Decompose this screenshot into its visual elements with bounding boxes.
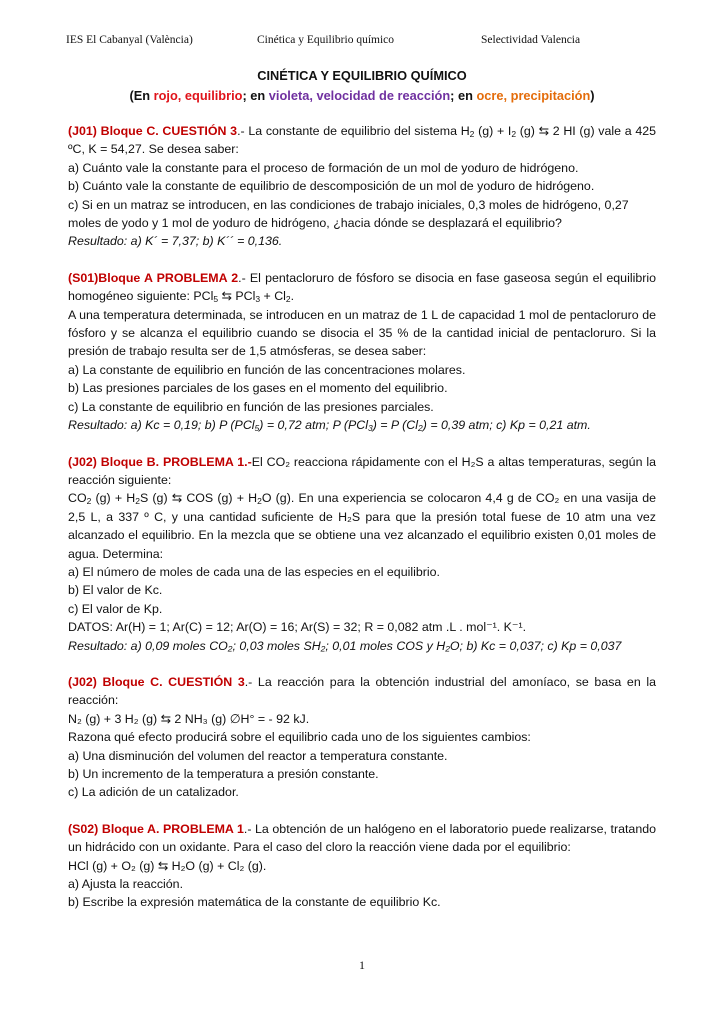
question-item: a) Cuánto vale la constante para el proceso de formación de un mol de yoduro de hidrógeno.	[68, 160, 579, 175]
question-item: a) Ajusta la reacción.	[68, 877, 184, 892]
equation: HCl (g) + O₂ (g) ⇆ H₂O (g) + Cl₂ (g).	[68, 858, 267, 873]
legend-text: (En	[129, 88, 154, 103]
question-item: a) La constante de equilibrio en función de las concentraciones molares.	[68, 362, 466, 377]
result: Resultado: a) K´ = 7,37; b) K´´ = 0,136.	[68, 234, 283, 249]
question-item: a) El número de moles de cada una de las especies en el equilibrio.	[68, 564, 440, 579]
problem-statement: (J01) Bloque C. CUESTIÓN 3.- La constante de equilibrio del sistema $H_2$ $(g) + I_2$ (g) ⇆ 2 HI (g) vale a 425 ºC, K = 54,27. Se desea saber:	[68, 124, 657, 157]
problem-body-text: . En una experiencia se colocaron 4,4 g de CO₂ en una vasija de 2,5 L, a 337 º C, y una cantidad suficiente de H₂S para que la presión total fuese de 10 atm una vez alcanzado el equilibrio. En la mezcla que se obtiene una vez alcanzado el equilibrio existen 0,01 moles de agua. Determina:	[68, 491, 656, 561]
header-exam: Selectividad Valencia	[481, 34, 581, 46]
question-item: c) El valor de Kp.	[68, 601, 163, 616]
problem-intro: .- La reacción para la obtención industrial del amoníaco, se basa en la reacción:	[68, 674, 656, 708]
question-item: b) Escribe la expresión matemática de la constante de equilibrio Kc.	[68, 895, 441, 910]
legend-violet: violeta, velocidad de reacción	[268, 88, 451, 103]
equilibrium-arrow-icon: ⇆	[221, 289, 232, 304]
question-item: b) Un incremento de la temperatura a presión constante.	[68, 767, 379, 781]
problem-statement	[68, 673, 656, 710]
legend-text: )	[590, 88, 595, 103]
problem-label: (J01) Bloque C. CUESTIÓN 3	[68, 124, 238, 138]
question-item: a) Una disminución del volumen del reactor a temperatura constante.	[68, 748, 448, 763]
equilibrium-arrow-icon: ⇆	[538, 124, 550, 138]
problem-intro: El CO₂ reacciona rápidamente con el H₂S a altas temperaturas, según la reacción siguiente:	[68, 454, 656, 487]
problem-label: (J02) Bloque C. CUESTIÓN 3	[68, 674, 245, 689]
legend-text: ; en	[242, 88, 269, 103]
legend-text: ; en	[450, 88, 477, 103]
problem-body: Razona qué efecto producirá sobre el equilibrio cada uno de los siguientes cambios:	[68, 730, 531, 745]
question-item: c) Si en un matraz se introducen, en las condiciones de trabajo iniciales, 0,3 moles de hidrógeno, 0,27 moles de yodo y 1 mol de yoduro de hidrógeno, ¿hacia dónde se desplazará el equilibrio?	[68, 197, 629, 231]
problem-intro: .- La obtención de un halógeno en el laboratorio puede realizarse, tratando un hidrácido con un oxidante. Para el caso del cloro la reacción viene dada por el equilibrio:	[68, 821, 656, 855]
question-item: b) Cuánto vale la constante de equilibrio de descomposición de un mol de yoduro de hidrógeno.	[68, 179, 595, 194]
problem-j01-c3	[68, 122, 656, 251]
problem-intro: .- El pentacloruro de fósforo se disocia en fase gaseosa según el equilibrio homogéneo siguiente:	[68, 270, 656, 304]
problem-j02-b1	[68, 453, 656, 655]
question-item: c) La adición de un catalizador.	[68, 785, 239, 800]
page-number: 1	[359, 958, 365, 972]
problem-s01-p2	[68, 269, 656, 435]
problem-label: (S02) Bloque A. PROBLEMA 1	[68, 821, 244, 836]
result-part: Resultado: a) Kc = 0,19; b) P (PCl	[68, 418, 255, 433]
legend-red: rojo, equilibrio	[153, 88, 243, 103]
document-body	[68, 66, 656, 930]
data-line: DATOS: Ar(H) = 1; Ar(C) = 12; Ar(O) = 16; Ar(S) = 32; R = 0,082 atm .L . mol⁻¹. K⁻¹.	[68, 620, 527, 635]
problem-s02-p1	[68, 820, 656, 912]
problem-statement: (S01)Bloque A PROBLEMA 2.- El pentacloruro de fósforo se disocia en fase gaseosa según el equilibrio homogéneo siguiente: PCl$_5$ ⇆ $PCl_3 + Cl_2$.	[68, 270, 656, 305]
result: Resultado: a) Kc = 0,19; b) P (PCl$_5$) = 0,72 atm; P (PCl$_3$) = P $(Cl_2) = 0,39$ atm; c) Kp = 0,21 atm.	[68, 418, 591, 434]
question-item: c) La constante de equilibrio en función de las presiones parciales.	[68, 399, 434, 414]
problem-body: $CO_2$ $(g) + H_2S$ (g) ⇆ COS $(g) + H_2O$ (g). En una experiencia se colocaron 4,4 g de CO₂ en una vasija de 2,5 L, a 337 º C, y una cantidad suficiente de H₂S para que la presión total fuese de 10 atm una vez alcanzado el equilibrio. En la mezcla que se obtiene una vez alcanzado el equilibrio existen 0,01 moles de agua. Determina:	[68, 491, 656, 561]
header-school: IES El Cabanyal (València)	[66, 34, 193, 46]
problem-j02-c3	[68, 673, 656, 802]
result-part: ) = 0,39 atm; c) Kp = 0,21 atm.	[422, 418, 591, 433]
result-part: ) = 0,72 atm; P (PCl	[259, 418, 368, 433]
legend-ocre: ocre, precipitación	[476, 88, 591, 103]
problem-body: A una temperatura determinada, se introducen en un matraz de 1 L de capacidad 1 mol de pentacloruro de fósforo y se alcanza el equilibrio cuando se disocia el 35 % de la cantidad inicial de pentacloruro. Si la presión de trabajo resulta ser de 1,5 atmósferas, se desea saber:	[68, 307, 656, 359]
question-item: b) Las presiones parciales de los gases en el momento del equilibrio.	[68, 381, 448, 396]
problem-label: (S01)Bloque A PROBLEMA 2	[68, 270, 239, 285]
question-item: b) El valor de Kc.	[68, 583, 163, 598]
result: Resultado: a) 0,09 moles CO₂; 0,03 moles SH₂; 0,01 moles COS y H₂O; b) Kc = 0,037; c) Kp = 0,037	[68, 638, 622, 653]
problem-intro: .- La constante de equilibrio del sistema H	[237, 124, 470, 138]
problem-intro-cont: 425 ºC, K = 54,27. Se desea saber:	[68, 124, 657, 157]
equation: N₂ (g) + 3 H₂ (g) ⇆ 2 NH₃ (g) ∅H° = - 92 kJ.	[68, 711, 310, 726]
equilibrium-arrow-icon: ⇆	[171, 491, 183, 506]
problem-label: (J02) Bloque B. PROBLEMA 1.-	[68, 454, 252, 469]
page-title: CINÉTICA Y EQUILIBRIO QUÍMICO	[257, 68, 467, 83]
problem-statement	[68, 820, 656, 857]
color-legend	[68, 86, 656, 106]
header-topic: Cinética y Equilibrio químico	[257, 34, 395, 46]
result-part: ) = P (Cl	[372, 418, 419, 433]
problem-statement	[68, 453, 656, 490]
